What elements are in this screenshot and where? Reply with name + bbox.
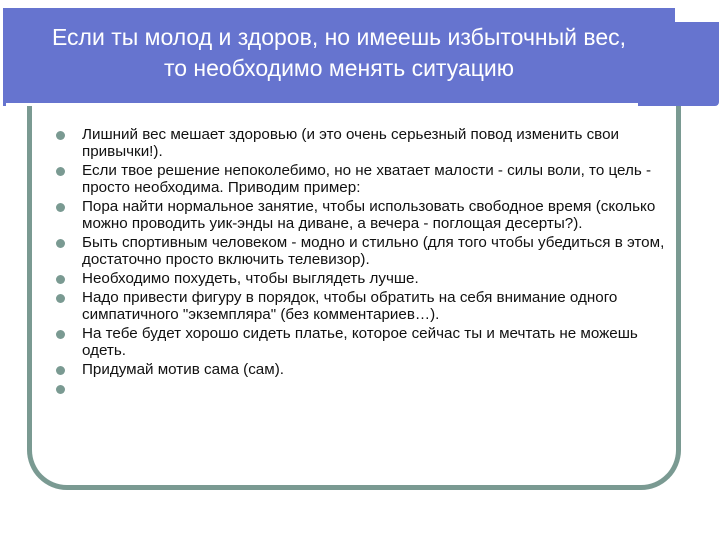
list-item-text: Пора найти нормальное занятие, чтобы использовать свободное время (сколько можно проводить уик-энды на диване, а вечера - поглощая десерты?).: [82, 198, 656, 232]
list-item-text: Лишний вес мешает здоровью (и это очень серьезный повод изменить свои привычки!).: [82, 126, 620, 160]
list-item: [56, 289, 666, 323]
title-underline: [6, 103, 638, 106]
list-item: [56, 162, 666, 196]
bullet-dot-icon: [56, 239, 65, 248]
list-item: [56, 198, 666, 232]
bullet-dot-icon: [56, 330, 65, 339]
list-item-text: Быть спортивным человеком - модно и стильно (для того чтобы убедиться в этом, достаточно просто включить телевизор).: [82, 234, 665, 268]
list-item-text: Надо привести фигуру в порядок, чтобы обратить на себя внимание одного симпатичного "экземпляра" (без комментариев…).: [82, 289, 618, 323]
bullet-dot-icon: [56, 294, 65, 303]
bullet-dot-icon: [56, 275, 65, 284]
list-item: [56, 325, 666, 359]
list-item-text: Если твое решение непоколебимо, но не хватает малости - силы воли, то цель - просто необходима. Приводим пример:: [82, 162, 652, 196]
list-item: [56, 270, 666, 287]
bullet-dot-icon: [56, 167, 65, 176]
list-item-text: Необходимо похудеть, чтобы выглядеть лучше.: [82, 270, 419, 287]
title-line-1: Если ты молод и здоров, но имеешь избыточный вес,: [51, 24, 627, 50]
list-item-text: Придумай мотив сама (сам).: [82, 361, 284, 378]
bullet-dot-icon: [56, 203, 65, 212]
list-item: [56, 361, 666, 378]
list-item: [56, 126, 666, 160]
title-bar: [3, 8, 719, 106]
bullet-list: [56, 126, 666, 399]
bullet-dot-icon: [56, 366, 65, 375]
bullet-dot-icon: [56, 131, 65, 140]
title-line-2: то необходимо менять ситуацию: [163, 55, 515, 81]
slide-title: [3, 22, 675, 84]
list-item: [56, 234, 666, 268]
list-item-text: На тебе будет хорошо сидеть платье, которое сейчас ты и мечтать не можешь одеть.: [82, 325, 638, 359]
title-bar-corner: [675, 8, 719, 22]
bullet-dot-icon: [56, 385, 65, 394]
list-item: [56, 380, 666, 397]
